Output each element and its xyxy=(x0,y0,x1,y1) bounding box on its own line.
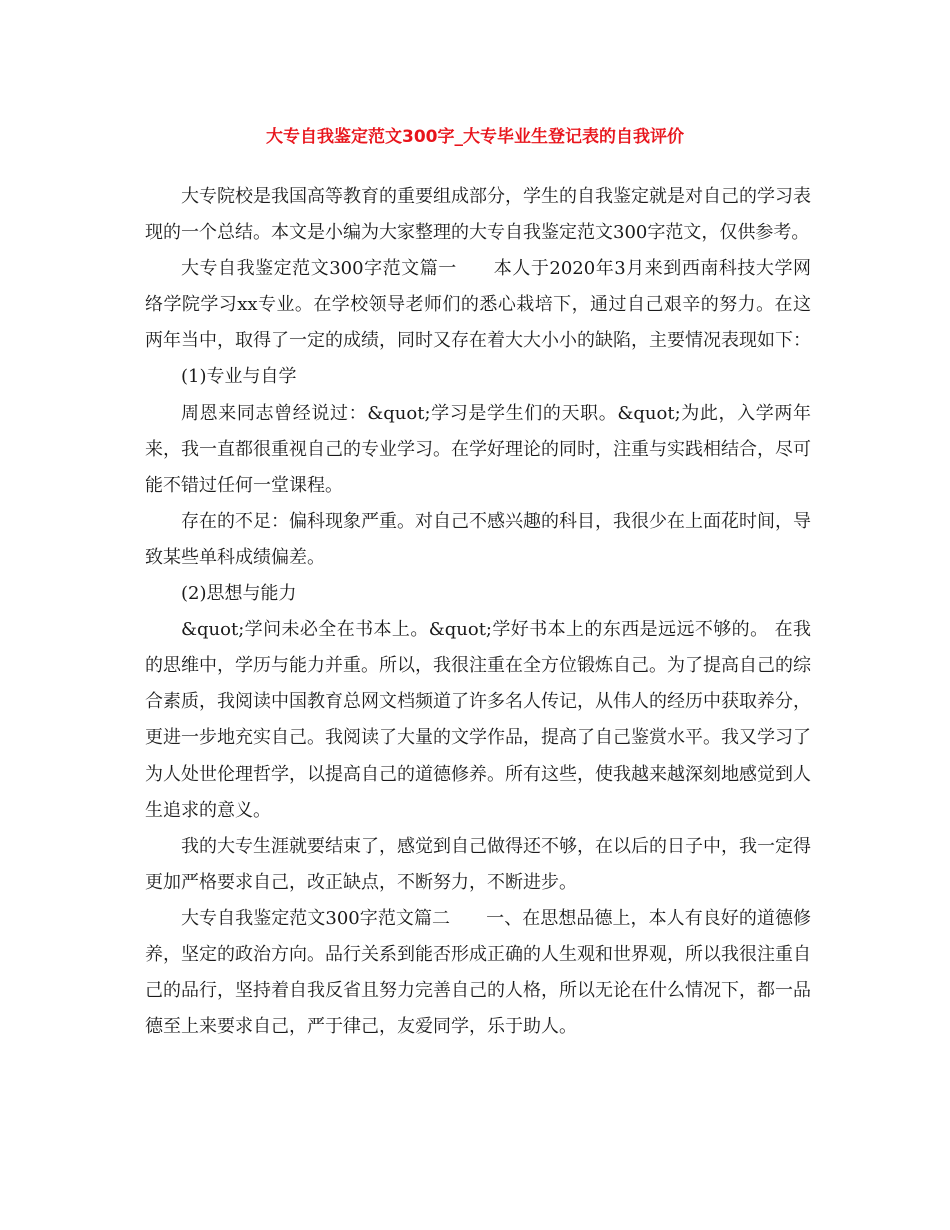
document-body xyxy=(145,179,811,1045)
paragraph-intro: 大专院校是我国高等教育的重要组成部分，学生的自我鉴定就是对自己的学习表现的一个总结。本文是小编为大家整理的大专自我鉴定范文300字范文，仅供参考。 xyxy=(145,186,811,244)
section-heading-major-study: (1)专业与自学 xyxy=(181,366,297,388)
paragraph-sample-one: 大专自我鉴定范文300字范文篇一 本人于2020年3月来到西南科技大学网络学院学习xx专业。在学校领导老师们的悉心栽培下，通过自己艰辛的努力。在这两年当中，取得了一定的成绩，同时又存在着大大小小的缺陷，主要情况表现如下： xyxy=(145,258,811,352)
section-heading-thought-ability: (2)思想与能力 xyxy=(181,583,297,605)
paragraph-conclusion: 我的大专生涯就要结束了，感觉到自己做得还不够，在以后的日子中，我一定得更加严格要求自己，改正缺点，不断努力，不断进步。 xyxy=(145,835,811,893)
paragraph-shortcoming: 存在的不足：偏科现象严重。对自己不感兴趣的科目，我很少在上面花时间，导致某些单科成绩偏差。 xyxy=(145,510,811,568)
document-title: 大专自我鉴定范文300字_大专毕业生登记表的自我评价 xyxy=(266,127,684,147)
paragraph-sample-two: 大专自我鉴定范文300字范文篇二 一、在思想品德上，本人有良好的道德修养，坚定的政治方向。品行关系到能否形成正确的人生观和世界观，所以我很注重自己的品行，坚持着自我反省且努力完善自己的人格，所以无论在什么情况下，都一品德至上来要求自己，严于律己，友爱同学，乐于助人。 xyxy=(145,907,811,1038)
paragraph-thought-ability: &quot;学问未必全在书本上。&quot;学好书本上的东西是远远不够的。 在我的思维中，学历与能力并重。所以，我很注重在全方位锻炼自己。为了提高自己的综合素质，我阅读中国教育总网文档频道了许多名人传记，从伟人的经历中获取养分，更进一步地充实自己。我阅读了大量的文学作品，提高了自己鉴赏水平。我又学习了为人处世伦理哲学，以提高自己的道德修养。所有这些，使我越来越深刻地感觉到人生追求的意义。 xyxy=(145,619,811,821)
paragraph-major-study: 周恩来同志曾经说过：&quot;学习是学生们的天职。&quot;为此，入学两年来，我一直都很重视自己的专业学习。在学好理论的同时，注重与实践相结合，尽可能不错过任何一堂课程。 xyxy=(145,402,811,496)
